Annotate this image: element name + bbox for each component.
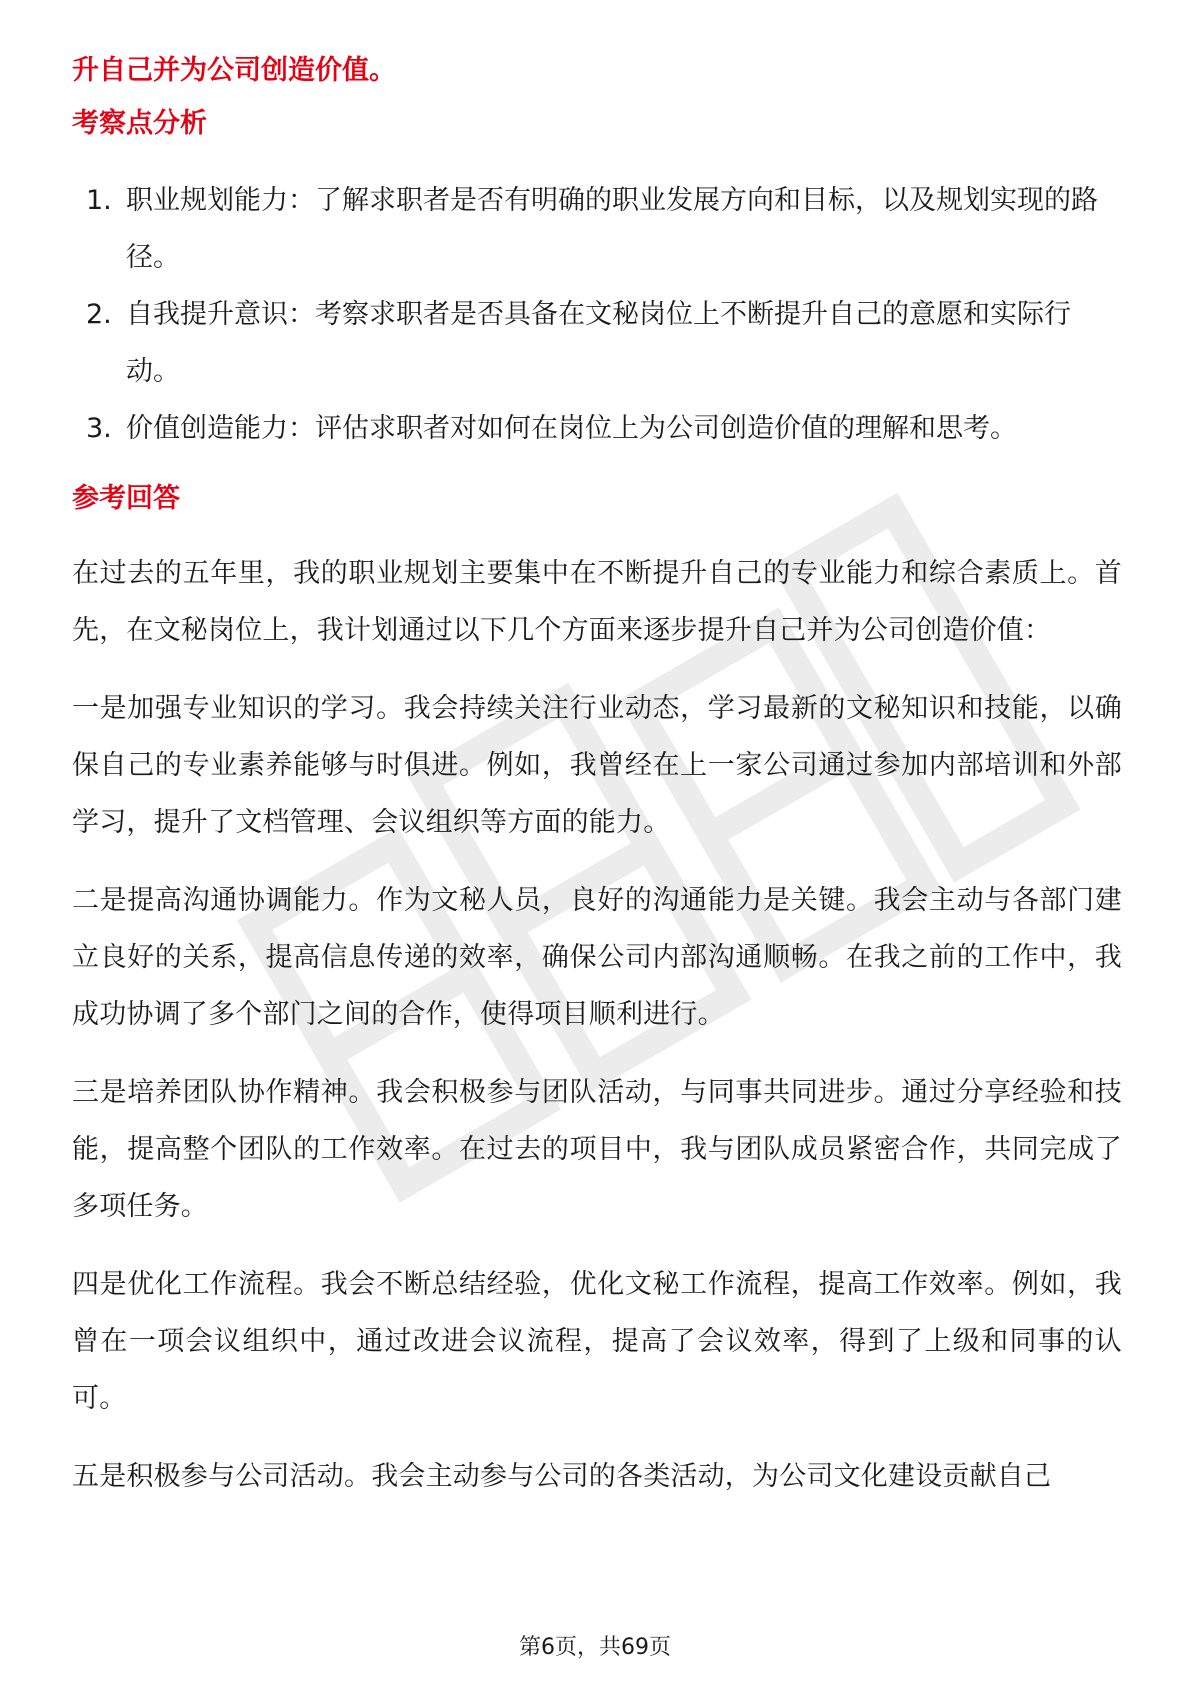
analysis-item-text: 职业规划能力：了解求职者是否有明确的职业发展方向和目标，以及规划实现的路径。 — [126, 185, 1098, 273]
answer-paragraph: 五是积极参与公司活动。我会主动参与公司的各类活动，为公司文化建设贡献自己 — [72, 1461, 1052, 1492]
analysis-item — [72, 172, 1122, 286]
answer-heading: 参考回答 — [72, 483, 180, 514]
document-content — [72, 44, 1122, 1505]
analysis-list — [72, 172, 1122, 457]
answer-paragraph: 在过去的五年里，我的职业规划主要集中在不断提升自己的专业能力和综合素质上。首先，在文秘岗位上，我计划通过以下几个方面来逐步提升自己并为公司创造价值： — [72, 558, 1122, 646]
analysis-item-number: 2. — [86, 299, 112, 330]
analysis-item — [72, 400, 1122, 457]
analysis-item-text: 自我提升意识：考察求职者是否具备在文秘岗位上不断提升自己的意愿和实际行动。 — [126, 299, 1071, 387]
answer-paragraph: 四是优化工作流程。我会不断总结经验，优化文秘工作流程，提高工作效率。例如，我曾在一项会议组织中，通过改进会议流程，提高了会议效率，得到了上级和同事的认可。 — [72, 1269, 1122, 1414]
analysis-item — [72, 286, 1122, 400]
continuation-line: 升自己并为公司创造价值。 — [72, 55, 396, 86]
answer-paragraph: 一是加强专业知识的学习。我会持续关注行业动态，学习最新的文秘知识和技能，以确保自己的专业素养能够与时俱进。例如，我曾经在上一家公司通过参加内部培训和外部学习，提升了文档管理、会议组织等方面的能力。 — [72, 693, 1122, 838]
page-number-footer: 第6页，共69页 — [519, 1635, 671, 1660]
analysis-item-text: 价值创造能力：评估求职者对如何在岗位上为公司创造价值的理解和思考。 — [126, 413, 1017, 444]
analysis-heading: 考察点分析 — [72, 108, 207, 139]
analysis-item-number: 3. — [86, 413, 112, 444]
analysis-item-number: 1. — [86, 185, 112, 216]
answer-paragraph: 三是培养团队协作精神。我会积极参与团队活动，与同事共同进步。通过分享经验和技能，提高整个团队的工作效率。在过去的项目中，我与团队成员紧密合作，共同完成了多项任务。 — [72, 1077, 1122, 1222]
answer-paragraph: 二是提高沟通协调能力。作为文秘人员，良好的沟通能力是关键。我会主动与各部门建立良好的关系，提高信息传递的效率，确保公司内部沟通顺畅。在我之前的工作中，我成功协调了多个部门之间的合作，使得项目顺利进行。 — [72, 885, 1122, 1030]
